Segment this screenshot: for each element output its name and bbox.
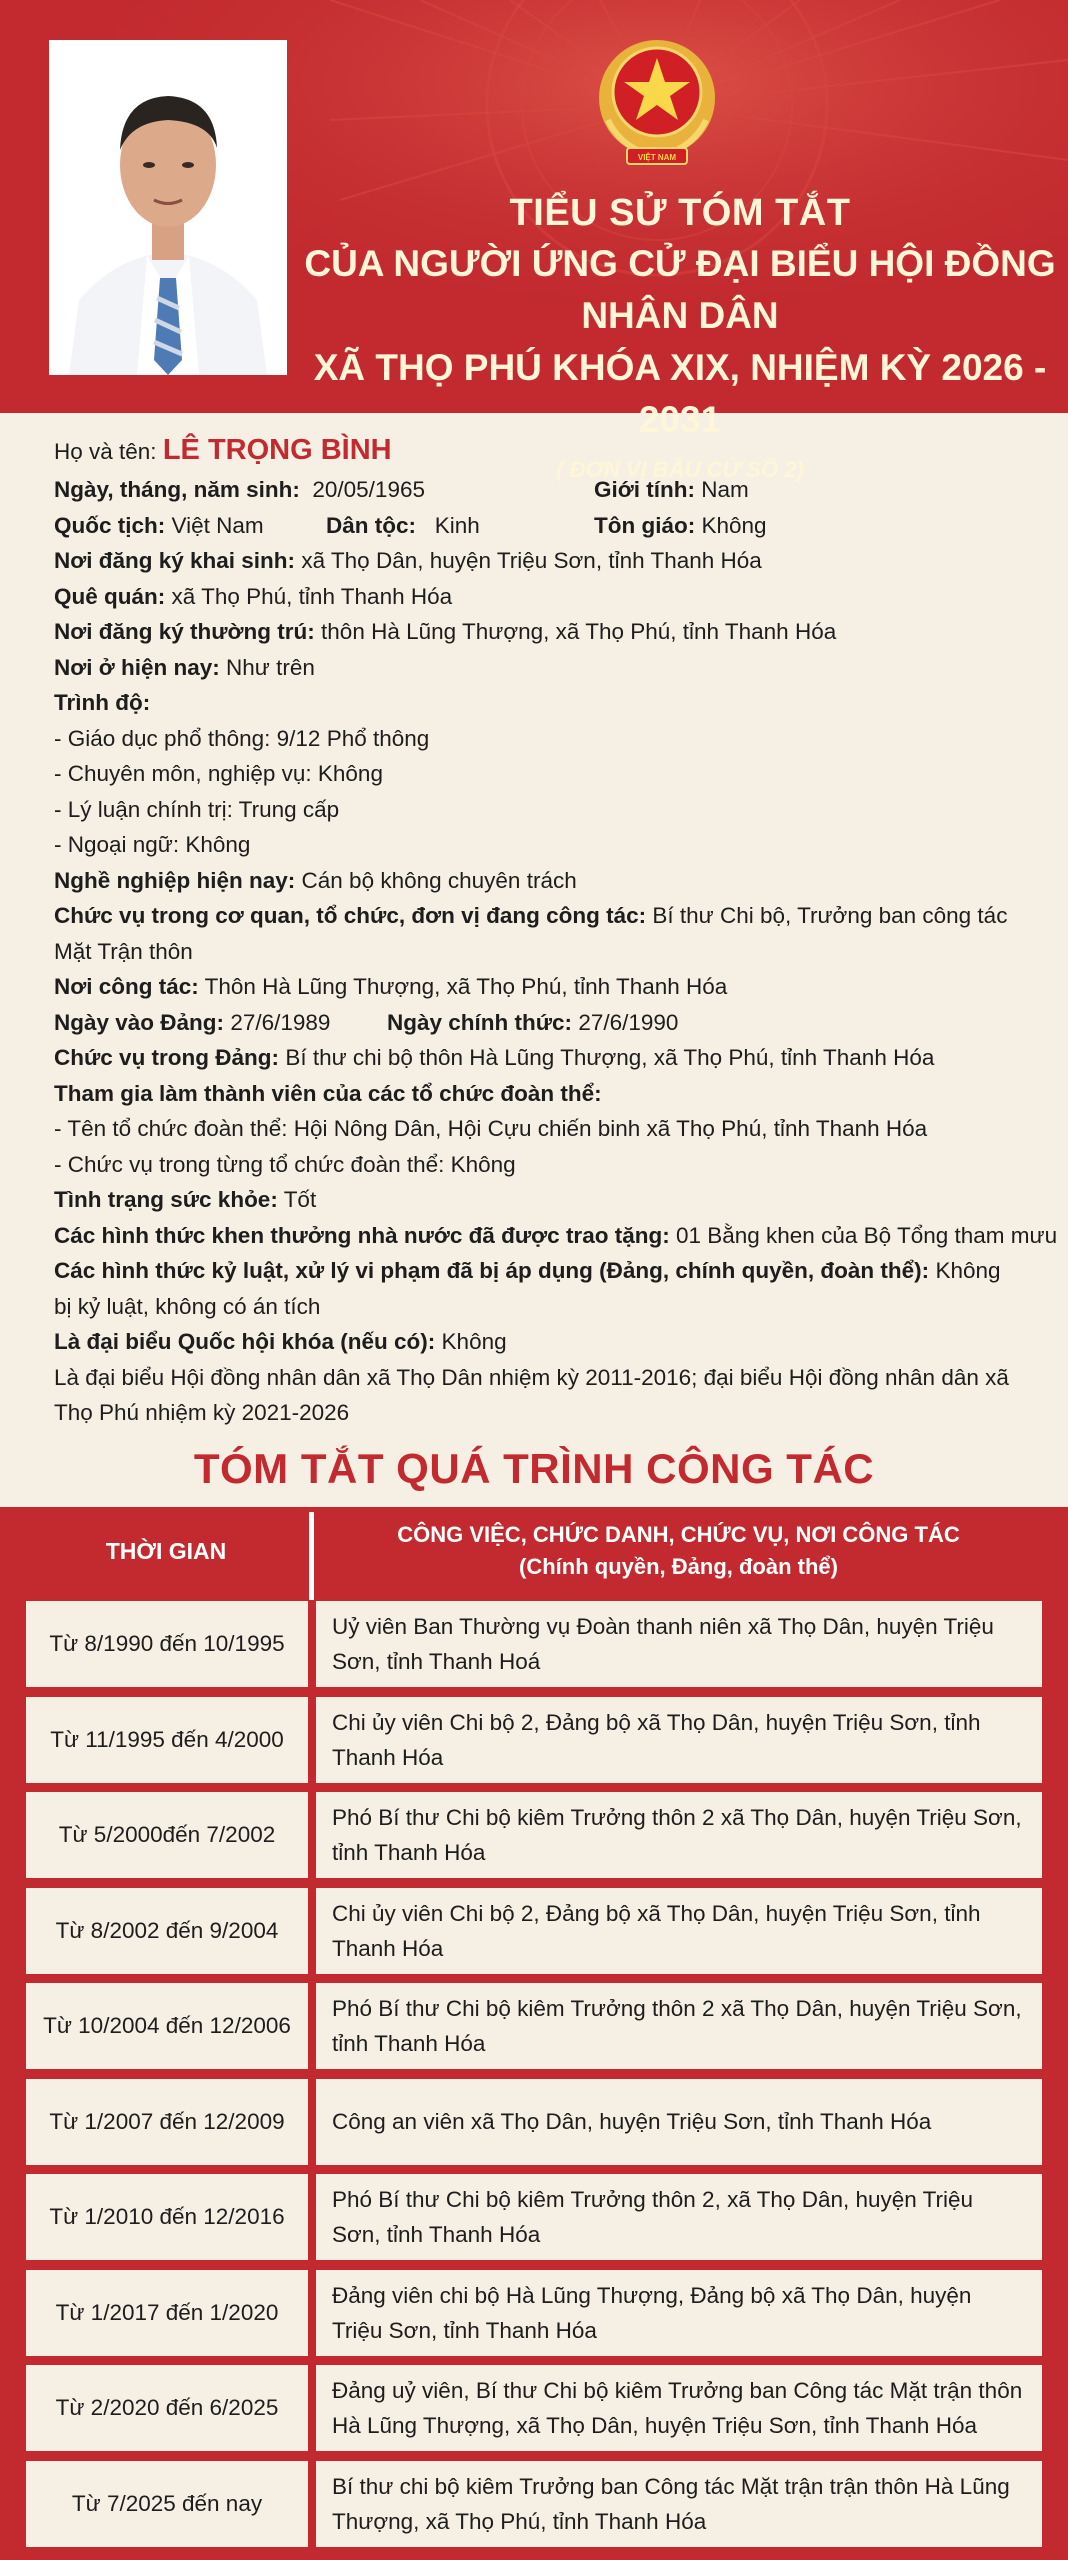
title-constituency: ( ĐƠN VỊ BẦU CỬ SỐ 2)	[556, 457, 804, 482]
table-row	[26, 2461, 1042, 2547]
congress-label: Là đại biểu Quốc hội khóa (nếu có):	[54, 1329, 436, 1354]
party-official-group	[387, 1005, 678, 1041]
cell-time: Từ 5/2000đến 7/2002	[26, 1792, 308, 1878]
gender-group	[594, 472, 749, 508]
cell-time: Từ 8/1990 đến 10/1995	[26, 1601, 308, 1687]
cell-job: Chi ủy viên Chi bộ 2, Đảng bộ xã Thọ Dân, huyện Triệu Sơn, tỉnh Thanh Hóa	[316, 1888, 1042, 1974]
cell-job: Công an viên xã Thọ Dân, huyện Triệu Sơn, tỉnh Thanh Hóa	[316, 2079, 1042, 2165]
job-value: Cán bộ không chuyên trách	[301, 867, 577, 893]
column-header-time: THỜI GIAN	[105, 1537, 227, 1564]
ethnic-group	[326, 508, 480, 544]
cell-time: Từ 7/2025 đến nay	[26, 2461, 308, 2547]
column-header-job	[316, 1507, 1041, 1595]
party-position-label: Chức vụ trong Đảng:	[54, 1045, 280, 1070]
cell-job: Phó Bí thư Chi bộ kiêm Trưởng thôn 2 xã Thọ Dân, huyện Triệu Sơn, tỉnh Thanh Hóa	[316, 1792, 1042, 1878]
title-line-1: TIỂU SỬ TÓM TẮT	[509, 192, 851, 234]
workplace-row	[54, 969, 1024, 1005]
council-history: Là đại biểu Hội đồng nhân dân xã Thọ Dân nhiệm kỳ 2011-2016; đại biểu Hội đồng nhân dân xã Thọ Phú nhiệm kỳ 2021-2026	[54, 1364, 1009, 1425]
awards-row	[54, 1218, 1058, 1254]
party-official-label: Ngày chính thức:	[387, 1009, 573, 1035]
congress-value: Không	[441, 1329, 507, 1354]
edu-politics: - Lý luận chính trị: Trung cấp	[54, 796, 340, 822]
cell-time: Từ 8/2002 đến 9/2004	[26, 1888, 308, 1974]
dob-value: 20/05/1965	[312, 477, 425, 502]
position-label: Chức vụ trong cơ quan, tổ chức, đơn vị đang công tác:	[54, 903, 647, 928]
health-label: Tình trạng sức khỏe:	[54, 1187, 278, 1212]
title-line-2: CỦA NGƯỜI ỨNG CỬ ĐẠI BIỂU HỘI ĐỒNG NHÂN DÂN	[304, 243, 1056, 336]
job-label: Nghề nghiệp hiện nay:	[54, 867, 296, 893]
table-row	[26, 2270, 1042, 2356]
cell-time: Từ 11/1995 đến 4/2000	[26, 1697, 308, 1783]
hometown-row	[54, 579, 1024, 615]
congress-row	[54, 1324, 1024, 1360]
hometown-value: xã Thọ Phú, tỉnh Thanh Hóa	[171, 583, 453, 609]
cell-time: Từ 10/2004 đến 12/2006	[26, 1983, 308, 2069]
edu-language: - Ngoại ngữ: Không	[54, 832, 251, 857]
religion-value: Không	[701, 512, 767, 538]
table-row	[26, 1601, 1042, 1687]
dob-label: Ngày, tháng, năm sinh:	[54, 477, 300, 502]
title-line-3: XÃ THỌ PHÚ KHÓA XIX, NHIỆM KỲ 2026 - 2031	[313, 347, 1047, 440]
organizations-positions: - Chức vụ trong từng tổ chức đoàn thể: Không	[54, 1151, 516, 1177]
emblem-ribbon-text: VIỆT NAM	[637, 153, 677, 162]
workplace-label: Nơi công tác:	[54, 974, 199, 999]
organizations-heading	[54, 1076, 1024, 1112]
edu-general: - Giáo dục phổ thông: 9/12 Phổ thông	[54, 725, 430, 751]
current-address-label: Nơi ở hiện nay:	[54, 654, 220, 680]
cell-time: Từ 2/2020 đến 6/2025	[26, 2365, 308, 2451]
name-label: Họ và tên:	[54, 439, 157, 464]
cell-time: Từ 1/2017 đến 1/2020	[26, 2270, 308, 2356]
table-row	[26, 1983, 1042, 2069]
table-row	[26, 1697, 1042, 1783]
table-row	[26, 1888, 1042, 1974]
biography-section	[54, 430, 1058, 1431]
discipline-label: Các hình thức kỷ luật, xử lý vi phạm đã bị áp dụng (Đảng, chính quyền, đoàn thể):	[54, 1258, 930, 1283]
cell-job: Uỷ viên Ban Thường vụ Đoàn thanh niên xã Thọ Dân, huyện Triệu Sơn, tỉnh Thanh Hoá	[316, 1601, 1042, 1687]
name-row	[54, 430, 1024, 472]
health-row	[54, 1182, 1024, 1218]
party-position-value: Bí thư chi bộ thôn Hà Lũng Thượng, xã Thọ Phú, tỉnh Thanh Hóa	[285, 1045, 935, 1070]
edu-profession: - Chuyên môn, nghiệp vụ: Không	[54, 761, 383, 786]
residence-row	[54, 614, 1024, 650]
hometown-label: Quê quán:	[54, 583, 166, 609]
discipline-value: Không bị kỷ luật, không có án tích	[54, 1258, 1001, 1319]
position-value: Bí thư Chi bộ, Trưởng ban công tác Mặt Trận thôn	[54, 903, 1008, 964]
cell-time: Từ 1/2007 đến 12/2009	[26, 2079, 308, 2165]
nationality-value: Việt Nam	[171, 512, 264, 538]
organizations-label: Tham gia làm thành viên của các tổ chức đoàn thể:	[54, 1080, 602, 1106]
current-address-row	[54, 650, 1024, 686]
table-row	[26, 1792, 1042, 1878]
national-emblem-icon	[592, 30, 722, 180]
religion-label: Tôn giáo:	[594, 512, 696, 538]
party-join-label: Ngày vào Đảng:	[54, 1009, 225, 1035]
current-address-value: Như trên	[226, 654, 315, 680]
birth-registration-row	[54, 543, 1024, 579]
cell-job: Chi ủy viên Chi bộ 2, Đảng bộ xã Thọ Dân, huyện Triệu Sơn, tỉnh Thanh Hóa	[316, 1697, 1042, 1783]
table-row	[26, 2365, 1042, 2451]
cell-job: Đảng viên chi bộ Hà Lũng Thượng, Đảng bộ xã Thọ Dân, huyện Triệu Sơn, tỉnh Thanh Hóa	[316, 2270, 1042, 2356]
cell-job: Bí thư chi bộ kiêm Trưởng ban Công tác Mặt trận trận thôn Hà Lũng Thượng, xã Thọ Phú, tỉnh Thanh Hóa	[316, 2461, 1042, 2547]
cell-job: Phó Bí thư Chi bộ kiêm Trưởng thôn 2 xã Thọ Dân, huyện Triệu Sơn, tỉnh Thanh Hóa	[316, 1983, 1042, 2069]
education-label: Trình độ:	[54, 690, 151, 715]
party-official-value: 27/6/1990	[578, 1009, 679, 1035]
awards-label: Các hình thức khen thưởng nhà nước đã được trao tặng:	[54, 1222, 670, 1248]
cell-job: Đảng uỷ viên, Bí thư Chi bộ kiêm Trưởng ban Công tác Mặt trận thôn Hà Lũng Thượng, xã Thọ Dân, huyện Triệu Sơn, tỉnh Thanh Hóa	[316, 2365, 1042, 2451]
table-row	[26, 2174, 1042, 2260]
ethnic-label: Dân tộc:	[326, 512, 416, 538]
position-row	[54, 898, 1024, 969]
party-join-value: 27/6/1989	[230, 1009, 331, 1035]
residence-label: Nơi đăng ký thường trú:	[54, 619, 315, 644]
dob-gender-row	[54, 472, 1024, 508]
ethnic-value: Kinh	[434, 512, 480, 538]
party-dates-row	[54, 1005, 1024, 1041]
nationality-label: Quốc tịch:	[54, 512, 166, 538]
table-row	[26, 2079, 1042, 2165]
awards-value: 01 Bằng khen của Bộ Tổng tham mưu	[675, 1222, 1058, 1248]
column-header-job-subtitle: (Chính quyền, Đảng, đoàn thể)	[519, 1554, 838, 1579]
gender-label: Giới tính:	[594, 477, 695, 502]
discipline-row	[54, 1253, 1024, 1324]
cell-job: Phó Bí thư Chi bộ kiêm Trưởng thôn 2, xã Thọ Dân, huyện Triệu Sơn, tỉnh Thanh Hóa	[316, 2174, 1042, 2260]
birth-reg-label: Nơi đăng ký khai sinh:	[54, 548, 296, 573]
residence-value: thôn Hà Lũng Thượng, xã Thọ Phú, tỉnh Thanh Hóa	[321, 619, 837, 644]
candidate-portrait	[49, 40, 287, 375]
organizations-names: - Tên tổ chức đoàn thể: Hội Nông Dân, Hội Cựu chiến binh xã Thọ Phú, tỉnh Thanh Hóa	[54, 1116, 928, 1141]
party-position-row	[54, 1040, 1024, 1076]
workplace-value: Thôn Hà Lũng Thượng, xã Thọ Phú, tỉnh Thanh Hóa	[204, 974, 728, 999]
career-section-title: TÓM TẮT QUÁ TRÌNH CÔNG TÁC	[193, 1445, 875, 1492]
education-heading	[54, 685, 1024, 721]
nationality-row	[54, 508, 1024, 544]
religion-group	[594, 508, 767, 544]
header-divider	[309, 1512, 314, 1600]
column-header-job-title: CÔNG VIỆC, CHỨC DANH, CHỨC VỤ, NƠI CÔNG TÁC	[397, 1522, 960, 1547]
job-row	[54, 863, 1024, 899]
health-value: Tốt	[283, 1187, 317, 1212]
gender-value: Nam	[701, 477, 749, 502]
cell-time: Từ 1/2010 đến 12/2016	[26, 2174, 308, 2260]
candidate-name: LÊ TRỌNG BÌNH	[162, 434, 392, 466]
birth-reg-value: xã Thọ Dân, huyện Triệu Sơn, tỉnh Thanh Hóa	[301, 548, 762, 573]
